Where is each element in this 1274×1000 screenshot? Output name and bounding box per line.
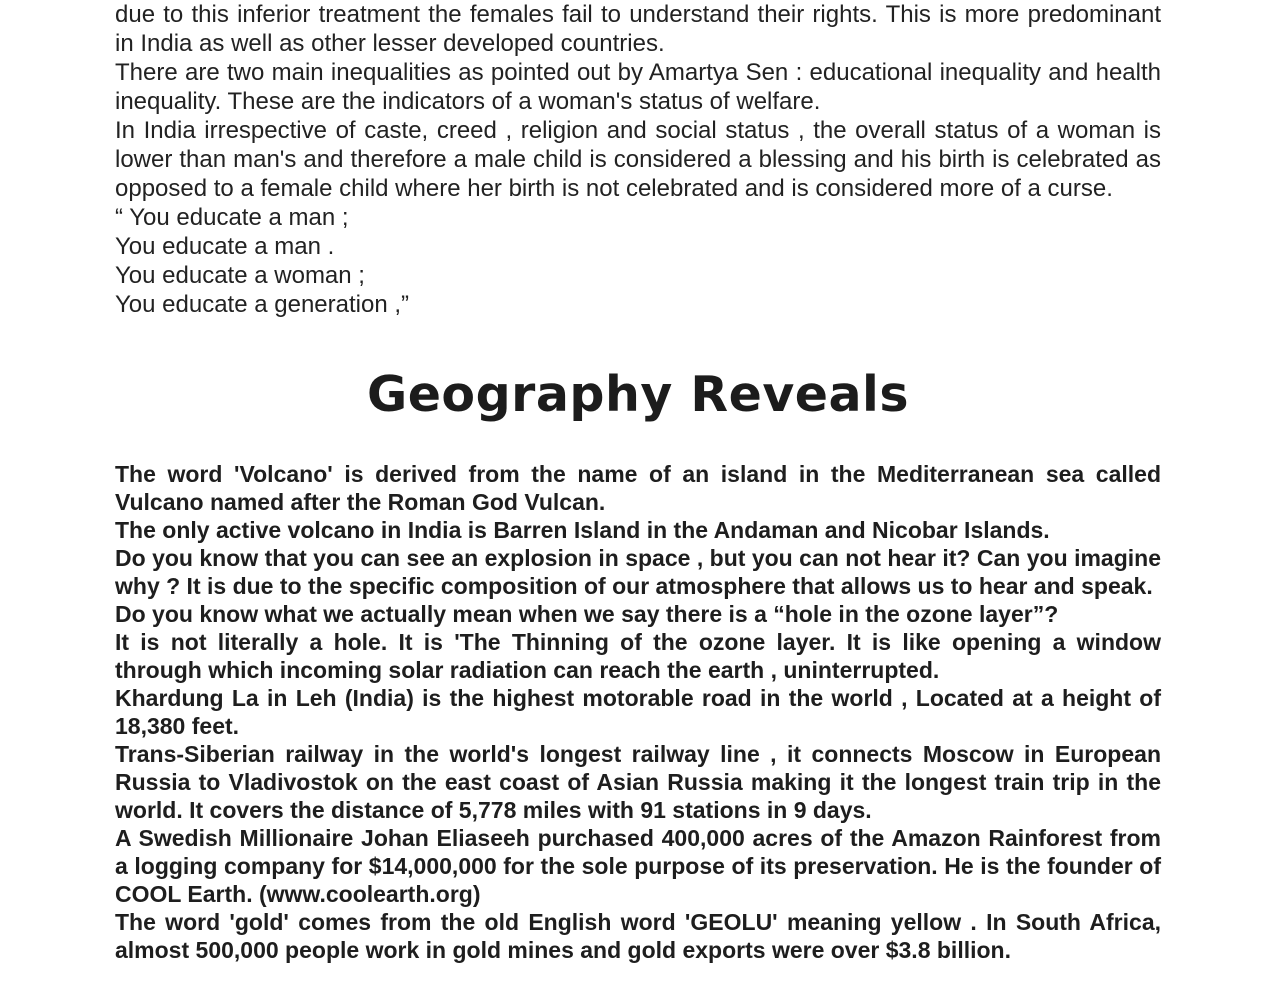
quote-line: You educate a woman ;: [115, 262, 365, 289]
paragraph: due to this inferior treatment the females fail to understand their rights. This is more predominant in India as well as other lesser developed countries.: [115, 1, 1161, 57]
fact-paragraph: The word 'gold' comes from the old English word 'GEOLU' meaning yellow . In South Africa, almost 500,000 people work in gold mines and gold exports were over $3.8 billion.: [115, 909, 1161, 963]
fact-paragraph: A Swedish Millionaire Johan Eliaseeh purchased 400,000 acres of the Amazon Rainforest from a logging company for $14,000,000 for the sole purpose of its preservation. He is the founder of COOL Earth. (www.coolearth.org): [115, 825, 1161, 907]
fact-paragraph: It is not literally a hole. It is 'The Thinning of the ozone layer. It is like opening a window through which incoming solar radiation can reach the earth , uninterrupted.: [115, 629, 1161, 683]
quote-line: You educate a man .: [115, 233, 335, 260]
document-page: [115, 0, 1161, 964]
quote-line: “ You educate a man ;: [115, 204, 349, 231]
fact-paragraph: Do you know that you can see an explosion in space , but you can not hear it? Can you imagine why ? It is due to the specific composition of our atmosphere that allows us to hear and speak.: [115, 545, 1161, 599]
fact-paragraph: Trans-Siberian railway in the world's longest railway line , it connects Moscow in European Russia to Vladivostok on the east coast of Asian Russia making it the longest train trip in the world. It covers the distance of 5,778 miles with 91 stations in 9 days.: [115, 741, 1161, 823]
fact-paragraph: Do you know what we actually mean when we say there is a “hole in the ozone layer”?: [115, 601, 1059, 627]
facts-section: [115, 460, 1161, 964]
section-heading: Geography Reveals: [366, 366, 910, 423]
fact-paragraph: The only active volcano in India is Barren Island in the Andaman and Nicobar Islands.: [115, 517, 1050, 543]
top-text-section: [115, 0, 1161, 319]
paragraph: In India irrespective of caste, creed , religion and social status , the overall status of a woman is lower than man's and therefore a male child is considered a blessing and his birth is celebrated as opposed to a female child where her birth is not celebrated and is considered more of a curse.: [115, 117, 1161, 202]
paragraph: There are two main inequalities as pointed out by Amartya Sen : educational inequality and health inequality. These are the indicators of a woman's status of welfare.: [115, 59, 1161, 115]
fact-paragraph: Khardung La in Leh (India) is the highest motorable road in the world , Located at a height of 18,380 feet.: [115, 685, 1161, 739]
quote-line: You educate a generation ,”: [115, 291, 410, 318]
fact-paragraph: The word 'Volcano' is derived from the name of an island in the Mediterranean sea called Vulcano named after the Roman God Vulcan.: [115, 461, 1161, 515]
